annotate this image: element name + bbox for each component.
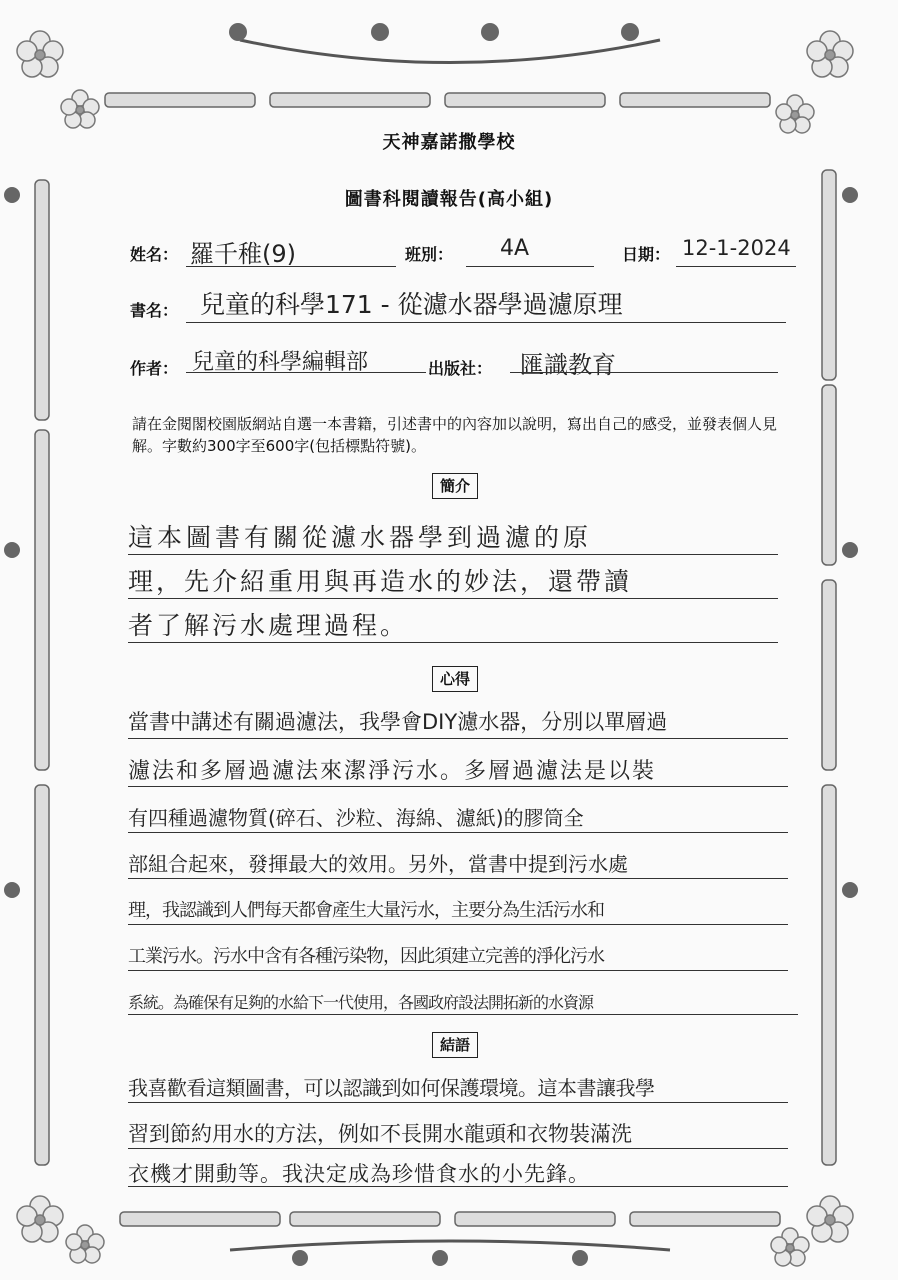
name-value: 羅千稚(9) bbox=[190, 240, 296, 268]
reflection-line: 理，我認識到人們每天都會產生大量污水，主要分為生活污水和 bbox=[128, 900, 604, 921]
report-title: 圖書科閱讀報告(高小組) bbox=[344, 189, 554, 210]
author-value: 兒童的科學編輯部 bbox=[192, 350, 369, 375]
intro-line: 者了解污水處理過程。 bbox=[128, 611, 409, 640]
intro-heading: 簡介 bbox=[432, 473, 478, 499]
date-value: 12-1-2024 bbox=[682, 236, 791, 260]
class-label: 班別： bbox=[405, 245, 454, 264]
book-value: 兒童的科學171 - 從濾水器學過濾原理 bbox=[200, 290, 623, 319]
publisher-value: 匯識教育 bbox=[520, 351, 616, 379]
class-value: 4A bbox=[500, 236, 530, 261]
reflection-line: 系統。為確保有足夠的水給下一代使用，各國政府設法開拓新的水資源 bbox=[128, 993, 594, 1012]
conclusion-line: 習到節約用水的方法，例如不長開水龍頭和衣物裝滿洗 bbox=[128, 1122, 632, 1146]
intro-line: 這本圖書有關從濾水器學到過濾的原 bbox=[128, 523, 593, 552]
reflection-heading: 心得 bbox=[432, 666, 478, 692]
date-label: 日期： bbox=[622, 245, 671, 264]
instructions: 請在金閱閣校園版網站自選一本書籍，引述書中的內容加以說明，寫出自己的感受，並發表個人見解。字數約300字至600字(包括標點符號)。 bbox=[132, 415, 778, 455]
school-name: 天神嘉諾撒學校 bbox=[382, 132, 516, 153]
conclusion-heading: 結語 bbox=[432, 1032, 478, 1058]
reflection-line: 當書中講述有關過濾法，我學會DIY濾水器，分別以單層過 bbox=[128, 710, 668, 734]
conclusion-line: 我喜歡看這類圖書，可以認識到如何保護環境。這本書讓我學 bbox=[128, 1076, 655, 1100]
reflection-line: 部組合起來，發揮最大的效用。另外，當書中提到污水處 bbox=[128, 852, 628, 876]
name-label: 姓名： bbox=[130, 245, 179, 264]
publisher-label: 出版社： bbox=[428, 359, 493, 378]
conclusion-line: 衣機才開動等。我決定成為珍惜食水的小先鋒。 bbox=[128, 1162, 590, 1186]
book-label: 書名： bbox=[130, 301, 179, 320]
author-label: 作者： bbox=[130, 359, 179, 378]
intro-line: 理，先介紹重用與再造水的妙法，還帶讀 bbox=[128, 567, 633, 596]
reflection-line: 濾法和多層過濾法來潔淨污水。多層過濾法是以裝 bbox=[128, 759, 657, 784]
reflection-line: 有四種過濾物質(碎石、沙粒、海綿、濾紙)的膠筒全 bbox=[128, 806, 584, 830]
reflection-line: 工業污水。污水中含有各種污染物，因此須建立完善的淨化污水 bbox=[128, 946, 604, 967]
